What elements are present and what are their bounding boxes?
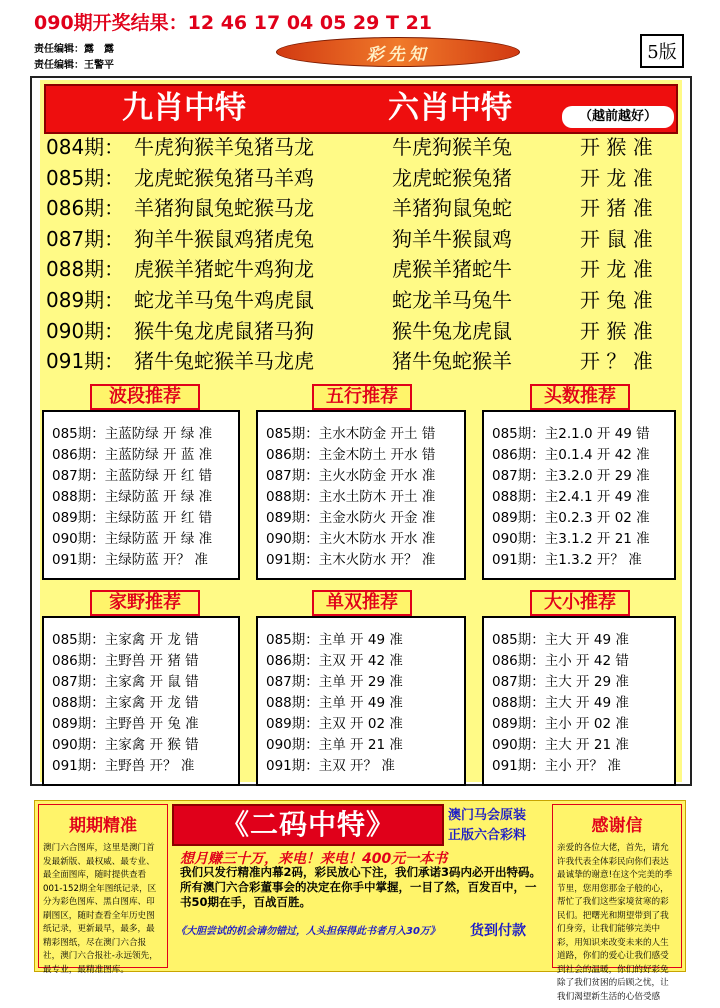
row-six: 猴牛兔龙虎鼠 [392, 318, 512, 343]
draw-result: 090期开奖结果：12 46 17 04 05 29 T 21 [34, 12, 433, 34]
editor-line-2: 责任编辑：王警平 [34, 60, 114, 71]
prediction-row [46, 285, 682, 315]
row-six: 羊猪狗鼠兔蛇 [392, 196, 512, 221]
row-ans: 开 龙 准 [580, 257, 653, 282]
row-ans: 开 龙 准 [580, 165, 653, 190]
recommendation-item: 086期：主野兽 开 猪 错 [52, 653, 199, 669]
recommendation-item: 086期：主0.1.4 开 42 准 [492, 447, 650, 463]
ad-cod: 货到付款 [470, 923, 526, 939]
ad-right-title: 感谢信 [591, 816, 643, 836]
recommendation-item: 085期：主蓝防绿 开 绿 准 [52, 426, 213, 442]
recommendation-title: 五行推荐 [312, 384, 412, 410]
brand-name: 彩先知 [366, 44, 430, 65]
row-ans: 开 兔 准 [580, 288, 653, 312]
recommendation-box [42, 616, 240, 786]
row-nine: 羊猪狗鼠兔蛇猴马龙 [134, 196, 314, 221]
ad-banner: 《二码中特》 [172, 804, 444, 846]
ad-left-panel [38, 804, 168, 975]
recommendation-item: 087期：主3.2.0 开 29 准 [492, 468, 650, 484]
recommendation-title: 头数推荐 [530, 384, 630, 410]
recommendation-item: 090期：主火木防水 开水 准 [266, 531, 436, 547]
row-six: 猪牛兔蛇猴羊 [392, 349, 512, 374]
recommendation-item: 086期：主蓝防绿 开 蓝 准 [52, 447, 213, 463]
recommendation-item: 089期：主绿防蓝 开 红 错 [52, 510, 213, 526]
row-six: 牛虎狗猴羊兔 [392, 135, 512, 159]
ad-right-text: 亲爱的各位大佬，首先，请允许我代表全体彩民向你们表达最诚挚的谢意!在这个完美的季节里，您用您那金子般的心，帮忙了我们这些家境贫寒的彩民们。把曙光和期望带到了我们身旁，让我们能够完美中彩，用知识来改变未来的人生道路，你们的爱心让我们感受到社会的温暖，你们的好彩免除了我们贫困的后顾之忧，让我们渴望新生活的心倍受感 [557, 843, 673, 1002]
prediction-row [46, 346, 682, 376]
title-six: 六肖中特 [388, 90, 512, 126]
recommendation-item: 086期：主双 开 42 准 [266, 653, 403, 669]
row-six: 虎猴羊猪蛇牛 [392, 257, 512, 282]
recommendation-item: 088期：主单 开 49 准 [266, 695, 403, 711]
recommendation-item: 085期：主家禽 开 龙 错 [52, 632, 199, 648]
recommendation-item: 088期：主大 开 49 准 [492, 695, 629, 711]
recommendation-item: 085期：主单 开 49 准 [266, 632, 403, 648]
row-period: 086期： [46, 196, 125, 221]
recommendation-item: 091期：主小 开？ 准 [492, 758, 621, 774]
recommendation-title: 波段推荐 [90, 384, 200, 410]
recommendation-title: 家野推荐 [90, 590, 200, 616]
ad-slogan: 想月赚三十万，来电！来电！400元一本书 [180, 851, 448, 867]
recommendation-item: 087期：主蓝防绿 开 红 错 [52, 468, 213, 484]
page-number: 5版 [640, 34, 684, 68]
row-ans: 开 鼠 准 [580, 226, 653, 251]
recommendation-item: 088期：主绿防蓝 开 绿 准 [52, 489, 213, 505]
row-nine: 猪牛兔蛇猴羊马龙虎 [134, 349, 314, 374]
ad-left-text: 澳门六合图库，这里是澳门首发最新版、最权威、最专业、最全面图库，随时提供查看001-152期全年图纸记录，区分为彩色图库、黑白图库、印刷图区，随时查看全年历史图纸记录，更新最早，最多，最精彩图纸，尽在澳门六合报社，澳门六合报社-永远领先，最专业，最精准图库。 [43, 843, 158, 975]
prediction-row [46, 132, 682, 162]
ad-banner-side-1: 澳门马会原装 [448, 808, 527, 823]
ad-body: 我们只发行精准内幕2码，彩民放心下注，我们承诺3码内必开出特码。所有澳门六合彩董事会的决定在你手中掌握，一目了然，百发百中，一书50期在手，百战百胜。 [180, 865, 541, 909]
recommendation-item: 088期：主水土防木 开土 准 [266, 489, 436, 505]
title-nine: 九肖中特 [122, 90, 246, 126]
row-ans: 开 猴 准 [580, 318, 653, 343]
recommendation-item: 087期：主火水防金 开水 准 [266, 468, 436, 484]
recommendation-item: 090期：主大 开 21 准 [492, 737, 629, 753]
recommendation-item: 090期：主3.1.2 开 21 准 [492, 531, 650, 547]
recommendation-item: 089期：主双 开 02 准 [266, 716, 403, 732]
prediction-row [46, 254, 682, 284]
prediction-row [46, 193, 682, 223]
recommendation-item: 087期：主单 开 29 准 [266, 674, 403, 690]
recommendation-box [482, 410, 676, 580]
recommendation-title: 大小推荐 [530, 590, 630, 616]
recommendation-item: 089期：主0.2.3 开 02 准 [492, 510, 650, 526]
recommendation-title: 单双推荐 [312, 590, 412, 616]
row-nine: 猴牛兔龙虎鼠猪马狗 [134, 318, 314, 343]
row-six: 蛇龙羊马兔牛 [392, 288, 512, 312]
recommendation-box [482, 616, 676, 786]
row-period: 091期： [46, 349, 125, 374]
recommendation-item: 088期：主2.4.1 开 49 准 [492, 489, 650, 505]
recommendation-item: 091期：主1.3.2 开？ 准 [492, 552, 642, 568]
ad-left-title: 期期精准 [69, 816, 137, 836]
recommendation-item: 091期：主野兽 开？ 准 [52, 758, 195, 774]
row-nine: 蛇龙羊马兔牛鸡虎鼠 [134, 288, 314, 312]
row-nine: 牛虎狗猴羊兔猪马龙 [134, 135, 314, 159]
recommendation-item: 085期：主2.1.0 开 49 错 [492, 426, 650, 442]
row-ans: 开 猪 准 [580, 196, 653, 221]
recommendation-item: 091期：主双 开？ 准 [266, 758, 395, 774]
brand-logo [276, 37, 520, 67]
row-six: 狗羊牛猴鼠鸡 [392, 226, 512, 251]
recommendation-item: 090期：主绿防蓝 开 绿 准 [52, 531, 213, 547]
ad-footnote: 《大胆尝试的机会请勿错过，人头担保得此书者月入30万》 [176, 926, 440, 937]
row-period: 084期： [46, 135, 125, 159]
row-period: 089期： [46, 288, 125, 312]
ad-right-panel [552, 804, 682, 1002]
recommendation-item: 087期：主大 开 29 准 [492, 674, 629, 690]
row-nine: 龙虎蛇猴兔猪马羊鸡 [134, 165, 314, 190]
ad-banner-side-2: 正版六合彩料 [448, 828, 527, 843]
recommendation-item: 085期：主水木防金 开土 错 [266, 426, 436, 442]
recommendation-item: 090期：主家禽 开 猴 错 [52, 737, 199, 753]
prediction-row [46, 224, 682, 254]
recommendation-box [42, 410, 240, 580]
recommendation-item: 088期：主家禽 开 龙 错 [52, 695, 199, 711]
title-note: （越前越好） [562, 106, 674, 128]
recommendation-item: 089期：主野兽 开 兔 准 [52, 716, 199, 732]
recommendation-item: 085期：主大 开 49 准 [492, 632, 629, 648]
recommendation-item: 086期：主金木防土 开水 错 [266, 447, 436, 463]
row-ans: 开 ？ 准 [580, 349, 653, 374]
row-period: 085期： [46, 165, 125, 190]
prediction-row [46, 163, 682, 193]
editor-line-1: 责任编辑：露 露 [34, 44, 114, 55]
recommendation-item: 089期：主小 开 02 准 [492, 716, 629, 732]
row-period: 090期： [46, 318, 125, 343]
recommendation-box [256, 410, 466, 580]
row-six: 龙虎蛇猴兔猪 [392, 165, 512, 190]
recommendation-box [256, 616, 466, 786]
prediction-row [46, 316, 682, 346]
row-nine: 狗羊牛猴鼠鸡猪虎兔 [134, 226, 314, 251]
recommendation-item: 091期：主绿防蓝 开？ 准 [52, 552, 208, 568]
row-period: 087期： [46, 226, 125, 251]
row-ans: 开 猴 准 [580, 135, 653, 159]
recommendation-item: 091期：主木火防水 开？ 准 [266, 552, 436, 568]
recommendation-item: 089期：主金水防火 开金 准 [266, 510, 436, 526]
row-period: 088期： [46, 257, 125, 282]
recommendation-item: 087期：主家禽 开 鼠 错 [52, 674, 199, 690]
row-nine: 虎猴羊猪蛇牛鸡狗龙 [134, 257, 314, 282]
recommendation-item: 086期：主小 开 42 错 [492, 653, 629, 669]
recommendation-item: 090期：主单 开 21 准 [266, 737, 403, 753]
